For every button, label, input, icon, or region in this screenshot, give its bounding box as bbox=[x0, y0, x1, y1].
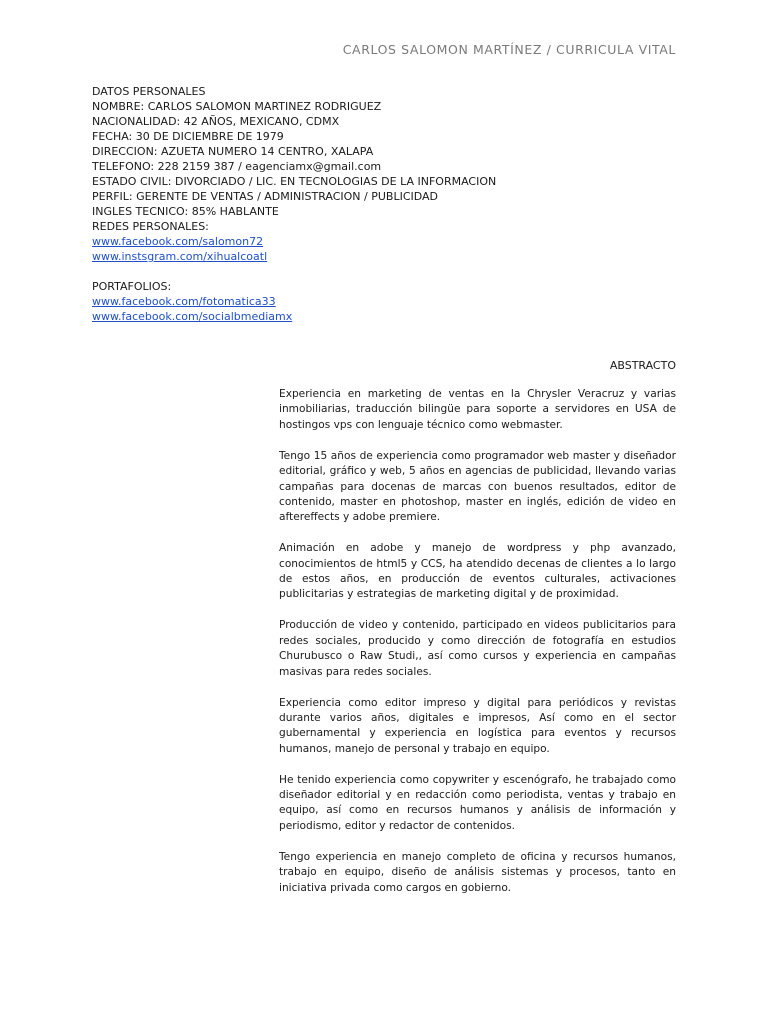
social-heading: REDES PERSONALES: bbox=[92, 220, 209, 233]
facebook-personal-link[interactable]: www.facebook.com/salomon72 bbox=[92, 235, 264, 248]
abstract-paragraph: Animación en adobe y manejo de wordpress y php avanzado, conocimientos de html5 y CCS, ha atendido decenas de clientes a lo largo de estos años, en producción de eventos culturales, activaciones publicitarias y estrategias de marketing digital y de proximidad. bbox=[279, 542, 676, 601]
abstract-title: ABSTRACTO bbox=[609, 359, 676, 372]
abstract-paragraph: He tenido experiencia como copywriter y escenógrafo, he trabajado como diseñador editorial y en redacción como periodista, ventas y trabajo en equipo, así como en recursos humanos y análisis de información y periodismo, editor y redactor de contenidos. bbox=[279, 773, 676, 832]
abstract-paragraph: Experiencia en marketing de ventas en la Chrysler Veracruz y varias inmobiliarias, traducción bilingüe para soporte a servidores en USA de hostingos vps con lenguaje técnico como webmaster. bbox=[279, 388, 676, 431]
abstract-body bbox=[279, 387, 676, 911]
instagram-personal-link[interactable]: www.instsgram.com/xihualcoatl bbox=[92, 250, 268, 263]
personal-data-section bbox=[92, 84, 692, 324]
abstract-paragraph: Producción de video y contenido, participado en videos publicitarios para redes sociales, producido y como dirección de fotografía en estudios Churubusco o Raw Studi,, así como cursos y experiencia en campañas masivas para redes sociales. bbox=[279, 619, 676, 678]
name-line: NOMBRE: CARLOS SALOMON MARTINEZ RODRIGUEZ bbox=[92, 100, 382, 113]
civil-status-line: ESTADO CIVIL: DIVORCIADO / LIC. EN TECNOLOGIAS DE LA INFORMACION bbox=[92, 175, 497, 188]
nationality-line: NACIONALIDAD: 42 AÑOS, MEXICANO, CDMX bbox=[92, 115, 340, 128]
address-line: DIRECCION: AZUETA NUMERO 14 CENTRO, XALAPA bbox=[92, 145, 374, 158]
abstract-paragraph: Tengo experiencia en manejo completo de oficina y recursos humanos, trabajo en equipo, diseño de análisis sistemas y procesos, tanto en iniciativa privada como cargos en gobierno. bbox=[279, 850, 676, 894]
document-header-title: CARLOS SALOMON MARTÍNEZ / CURRICULA VITAL bbox=[342, 42, 676, 57]
abstract-paragraph: Tengo 15 años de experiencia como programador web master y diseñador editorial, gráfico y web, 5 años en agencias de publicidad, llevando varias campañas para docenas de marcas con buenos resultados, editor de contenido, master en photoshop, master en inglés, edición de video en aftereffects y adobe premiere. bbox=[279, 449, 676, 524]
phone-line: TELEFONO: 228 2159 387 / eagenciamx@gmail.com bbox=[92, 160, 382, 173]
portfolio-heading: PORTAFOLIOS: bbox=[92, 280, 172, 293]
portfolio-link-fotomatica[interactable]: www.facebook.com/fotomatica33 bbox=[92, 295, 276, 308]
abstract-paragraph: Experiencia como editor impreso y digital para periódicos y revistas durante varios años, digitales e impresos, Así como en el sector gubernamental y experiencia en logística para eventos y recursos humanos, manejo de personal y trabajo en equipo. bbox=[279, 696, 676, 755]
personal-data-heading: DATOS PERSONALES bbox=[92, 85, 206, 98]
english-line: INGLES TECNICO: 85% HABLANTE bbox=[92, 205, 279, 218]
section-spacer bbox=[92, 264, 692, 279]
portfolio-link-socialbmedia[interactable]: www.facebook.com/socialbmediamx bbox=[92, 310, 293, 323]
profile-line: PERFIL: GERENTE DE VENTAS / ADMINISTRACION / PUBLICIDAD bbox=[92, 190, 439, 203]
date-line: FECHA: 30 DE DICIEMBRE DE 1979 bbox=[92, 130, 284, 143]
